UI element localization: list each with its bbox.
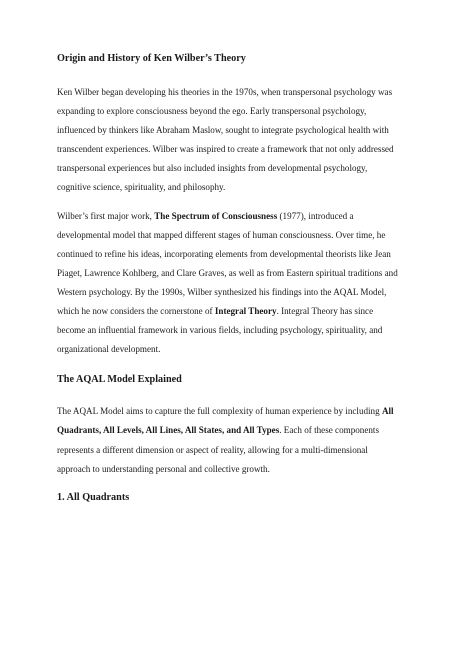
paragraph-origin <box>57 83 429 198</box>
text-line: approach to understanding personal and collective growth. <box>57 463 270 474</box>
bold-run: All <box>381 406 394 417</box>
text-line: represents a different dimension or aspect of reality, allowing for a multi-dimensional <box>57 444 368 455</box>
text-line <box>57 207 429 226</box>
section-heading-origin-history: Origin and History of Ken Wilber’s Theory <box>57 53 246 64</box>
text-line <box>57 421 429 440</box>
paragraph-spectrum <box>57 207 429 360</box>
text-run: . Each of these components <box>279 425 379 436</box>
text-line: expanding to explore consciousness beyond the ego. Early transpersonal psychology, <box>57 106 367 117</box>
text-run: Wilber’s first major work, <box>57 210 155 221</box>
text-line: Western psychology. By the 1990s, Wilber synthesized his findings into the AQAL Model, <box>57 286 387 297</box>
text-line: influenced by thinkers like Abraham Maslow, sought to integrate psychological health with <box>57 125 389 136</box>
text-run: (1977), introduced a <box>277 210 354 221</box>
text-line: transpersonal experiences but also included insights from developmental psychology, <box>57 163 368 174</box>
text-line: Piaget, Lawrence Kohlberg, and Clare Graves, as well as from Eastern spiritual traditions and <box>57 267 398 278</box>
text-line: developmental model that mapped different stages of human consciousness. Over time, he <box>57 229 386 240</box>
integral-theory-bold: Integral Theory <box>214 306 277 317</box>
document-page <box>57 52 429 505</box>
bold-run: Quadrants, All Levels, All Lines, All States, and All Types <box>57 425 280 436</box>
text-line: organizational development. <box>57 344 161 355</box>
text-line: cognitive science, spirituality, and philosophy. <box>57 182 226 193</box>
text-line <box>57 402 429 421</box>
text-run: which he now considers the cornerstone of <box>57 306 215 317</box>
section-heading-aqal: The AQAL Model Explained <box>57 374 182 386</box>
book-title-bold: The Spectrum of Consciousness <box>154 210 278 221</box>
text-run: . Integral Theory has since <box>276 306 374 317</box>
text-run: The AQAL Model aims to capture the full complexity of human experience by including <box>57 406 382 417</box>
text-line: Ken Wilber began developing his theories in the 1970s, when transpersonal psychology was <box>57 87 393 97</box>
text-line: continued to refine his ideas, incorporating elements from developmental theorists like Jean <box>57 248 391 259</box>
text-line: transcendent experiences. Wilber was inspired to create a framework that not only addressed <box>57 144 394 155</box>
paragraph-aqal <box>57 402 429 478</box>
text-line: become an influential framework in various fields, including psychology, spirituality, and <box>57 325 383 336</box>
section-heading-all-quadrants: 1. All Quadrants <box>57 491 130 503</box>
text-line <box>57 302 429 321</box>
